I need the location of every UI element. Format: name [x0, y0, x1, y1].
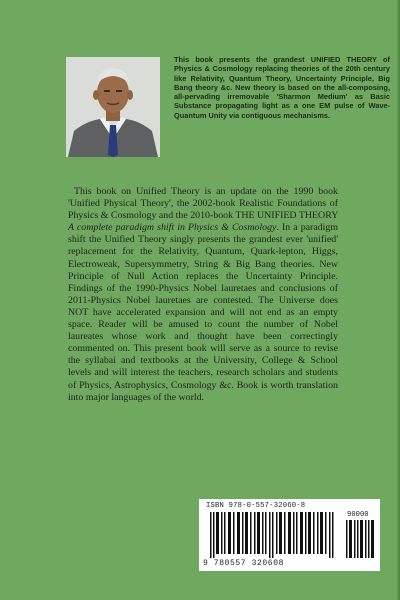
isbn-label: ISBN 978-0-557-32060-8 [206, 502, 306, 510]
book-description [68, 186, 338, 404]
description-part-2: . In a paradigm shift the Unified Theory singly presents the grandest ever 'unified' replacement for the Relativity, Quantum, Quark-lepton, Higgs, Electroweak, Supersymmetry, String & Big Bang theories. New Principle of Null Action replaces the Uncertainty Principle. Findings of the 1990-Physics Nobel lauretaes and conclusions of 2011-Physics Nobel lauretaes are contested. The Universe does NOT have accelerated expansion and will not end as an empty space. Reader will be amused to count the number of Nobel laureates whose work and thought have been correctingly commented on. This present book will serve as a source to revise the syllabai and textbooks at the University, College & School levels and will interest the teachers, research scholars and students of Physics, Astrophysics, Cosmology &c. Book is worth translation into major languages of the world. [68, 222, 338, 403]
description-part-1: This book on Unified Theory is an update on the 1990 book 'Unified Physical Theory', the 2002-book Realistic Foundations of Physics & Cosmology and the 2010-book THE UNIFIED THEORY [68, 186, 338, 222]
author-blurb: This book presents the grandest UNIFIED THEORY of Physics & Cosmology replacing theories of the 20th century like Relativity, Quantum Theory, Uncertainty Principle, Big Bang theory &c. New theory is based on the all-composing, all-pervading irremovable 'Sharmon Medium' as Basic Substance propagating light as a one EM pulse of Wave-Quantum Unity via contiguous mechanisms. [174, 55, 390, 120]
price-addon-bars [346, 520, 376, 558]
ean-barcode-bars [210, 512, 338, 558]
isbn-barcode [199, 499, 380, 571]
barcode-digits: 9 780557 320608 [203, 559, 285, 568]
description-italic-subtitle: A complete paradigm shift in Physics & Cosmology [68, 222, 277, 234]
price-code: 90000 [347, 511, 369, 519]
author-photo [66, 57, 160, 157]
